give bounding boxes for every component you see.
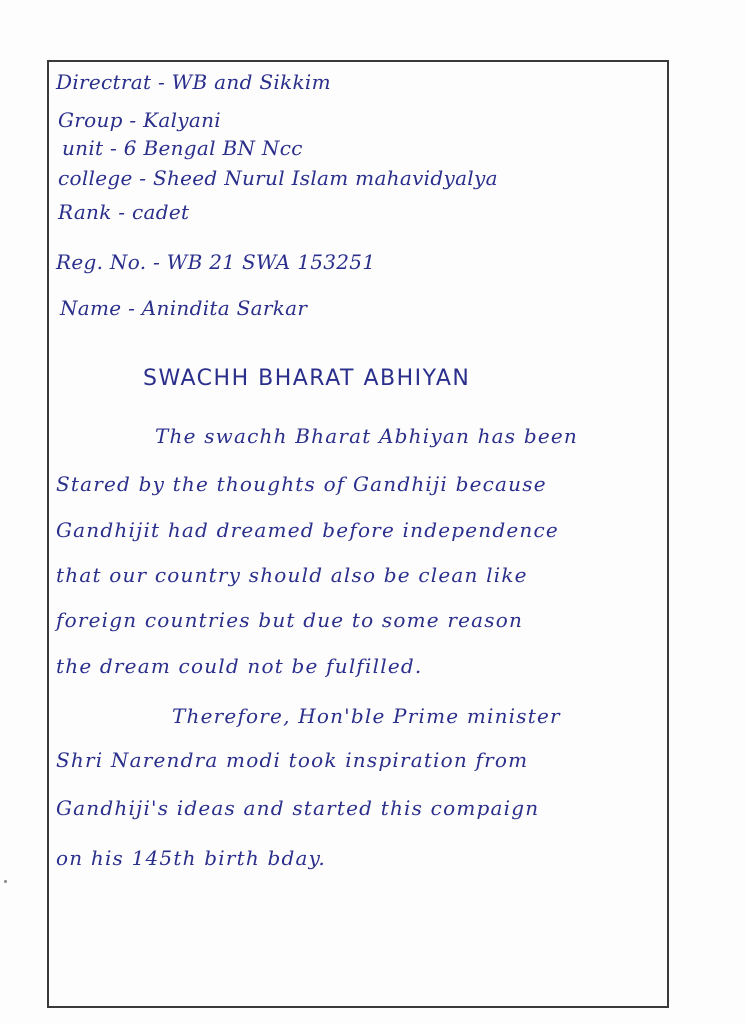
reg-no-line: Reg. No. - WB 21 SWA 153251 [56, 250, 376, 274]
rank-line: Rank - cadet [58, 200, 190, 224]
para1-line: Stared by the thoughts of Gandhiji because [56, 472, 547, 496]
group-line: Group - Kalyani [58, 108, 221, 132]
essay-title: SWACHH BHARAT ABHIYAN [143, 366, 471, 391]
para1-line: the dream could not be fulfilled. [56, 654, 423, 678]
para1-line: foreign countries but due to some reason [56, 608, 524, 632]
unit-line: unit - 6 Bengal BN Ncc [62, 136, 303, 160]
college-line: college - Sheed Nurul Islam mahavidyalya [58, 166, 498, 190]
para2-line: Shri Narendra modi took inspiration from [56, 748, 529, 772]
para2-line: Therefore, Hon'ble Prime minister [172, 704, 561, 728]
para1-line: that our country should also be clean like [56, 563, 528, 587]
para2-line: Gandhiji's ideas and started this compaign [56, 796, 540, 820]
para2-line: on his 145th birth bday. [56, 846, 326, 870]
scan-speck [4, 880, 7, 883]
directorate-line: Directrat - WB and Sikkim [56, 70, 331, 94]
name-line: Name - Anindita Sarkar [60, 296, 308, 320]
para1-line: The swachh Bharat Abhiyan has been [155, 424, 578, 448]
para1-line: Gandhijit had dreamed before independence [56, 518, 559, 542]
